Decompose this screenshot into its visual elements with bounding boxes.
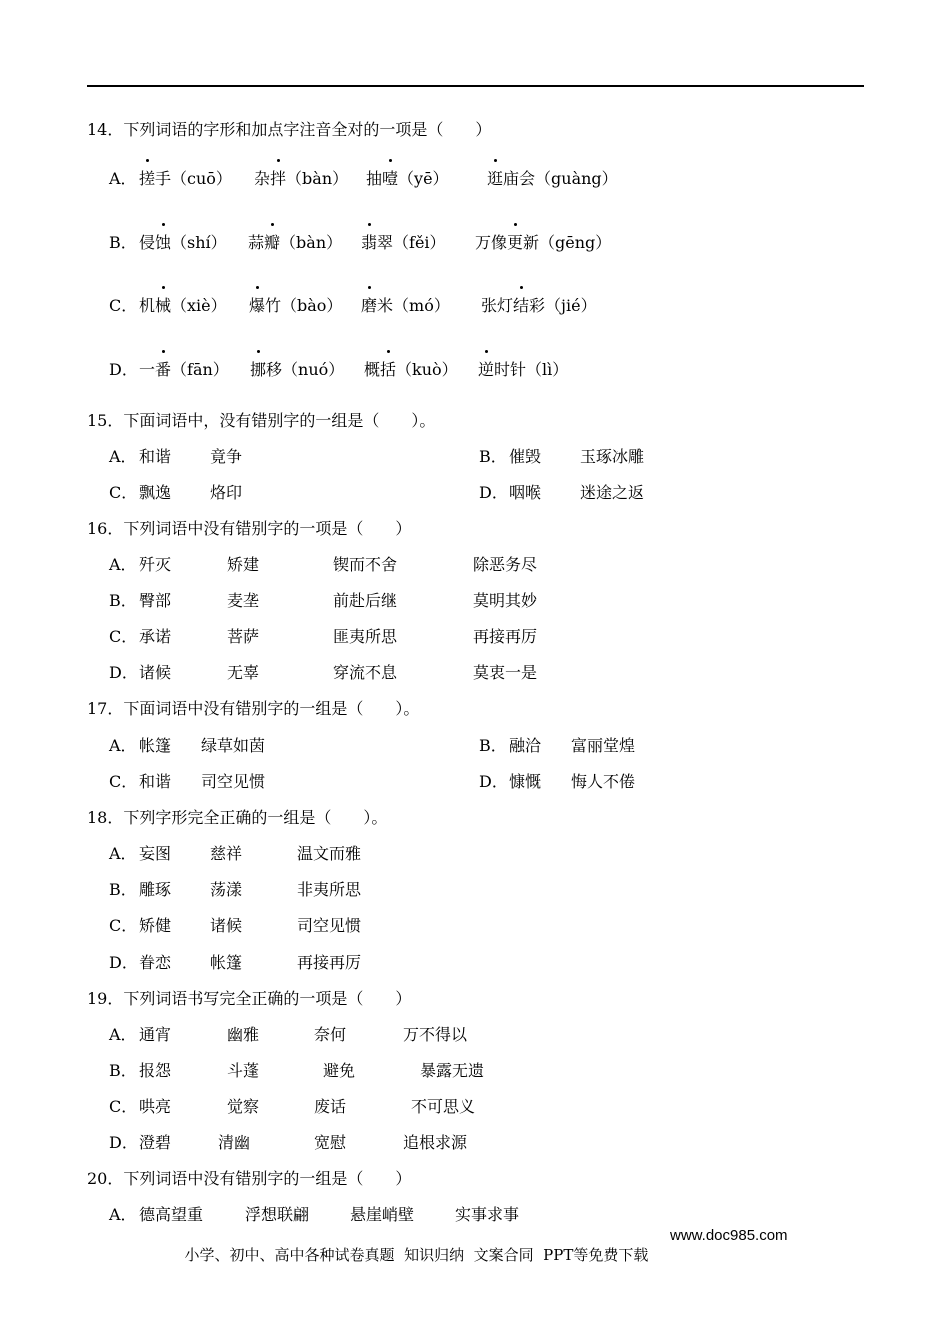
word: 万像更新（gēng） <box>475 230 611 253</box>
word: 报怨 <box>139 1061 172 1080</box>
word: 麦垄 <box>227 591 260 610</box>
word: 逛庙会（guàng） <box>487 166 618 189</box>
option-letter: D． <box>109 1133 138 1152</box>
dotted-char: 搓 <box>139 166 155 189</box>
option-letter: D． <box>109 953 138 972</box>
option-letter: C． <box>109 296 138 315</box>
dotted-char: 翡 <box>361 230 377 253</box>
word: 逆时针（lì） <box>478 357 568 380</box>
word: 幽雅 <box>227 1025 260 1044</box>
word: 雕琢 <box>139 880 172 899</box>
word: 慈祥 <box>210 844 243 863</box>
word: 妄图 <box>139 844 172 863</box>
word: 再接再厉 <box>473 627 538 646</box>
word: 菩萨 <box>227 627 260 646</box>
dotted-char: 噎 <box>382 166 398 189</box>
word: 融洽 <box>509 736 542 755</box>
dotted-char: 结 <box>513 293 529 316</box>
word: 歼灭 <box>139 555 172 574</box>
option-letter: C． <box>109 483 138 502</box>
word: 哄亮 <box>139 1097 172 1116</box>
word: 臀部 <box>139 591 172 610</box>
word: 蒜瓣（bàn） <box>248 230 342 253</box>
option-letter: D． <box>109 360 138 379</box>
word: 悬崖峭壁 <box>350 1205 415 1224</box>
header-rule <box>87 85 864 87</box>
option-letter: B． <box>109 880 137 899</box>
word: 避免 <box>323 1061 356 1080</box>
option-letter: C． <box>109 627 138 646</box>
word: 翡翠（fěi） <box>361 230 446 253</box>
question-18-stem: 18．下列字形完全正确的一组是（ ）。 <box>87 808 388 827</box>
option-letter: C． <box>109 916 138 935</box>
word: 再接再厉 <box>297 953 362 972</box>
word: 杂拌（bàn） <box>254 166 348 189</box>
question-14-stem: 14．下列词语的字形和加点字注音全对的一项是（ ） <box>87 120 492 139</box>
footer-link[interactable]: www.doc985.com <box>670 1227 788 1244</box>
word: 和谐 <box>139 772 172 791</box>
question-19-stem: 19．下列词语书写完全正确的一项是（ ） <box>87 989 412 1008</box>
word: 清幽 <box>218 1133 251 1152</box>
word: 和谐 <box>139 447 172 466</box>
word: 飘逸 <box>139 483 172 502</box>
word: 不可思义 <box>411 1097 476 1116</box>
word: 侵蚀（shí） <box>139 230 227 253</box>
word: 竟争 <box>210 447 243 466</box>
option-letter: A． <box>109 1205 137 1224</box>
option-letter: A． <box>109 555 137 574</box>
word: 抽噎（yē） <box>366 166 449 189</box>
word: 非夷所思 <box>297 880 362 899</box>
word: 承诺 <box>139 627 172 646</box>
dotted-char: 拌 <box>270 166 286 189</box>
option-letter: B． <box>109 591 137 610</box>
question-20-stem: 20．下列词语中没有错别字的一组是（ ） <box>87 1169 412 1188</box>
dotted-char: 械 <box>155 293 171 316</box>
word: 悔人不倦 <box>571 772 636 791</box>
word: 诸候 <box>210 916 243 935</box>
dotted-char: 番 <box>155 357 171 380</box>
option-letter: A． <box>109 169 137 188</box>
word: 司空见惯 <box>201 772 266 791</box>
word: 咽喉 <box>509 483 542 502</box>
word: 矫建 <box>227 555 260 574</box>
word: 眷恋 <box>139 953 172 972</box>
word: 玉琢冰雕 <box>580 447 645 466</box>
word: 宽慰 <box>314 1133 347 1152</box>
footer <box>175 1226 788 1283</box>
word: 催毁 <box>509 447 542 466</box>
option-letter: A． <box>109 736 137 755</box>
word: 帐篷 <box>139 736 172 755</box>
dotted-char: 磨 <box>361 293 377 316</box>
word: 奈何 <box>314 1025 347 1044</box>
dotted-char: 瓣 <box>264 230 280 253</box>
dotted-char: 逛 <box>487 166 503 189</box>
word: 机械（xiè） <box>139 293 227 316</box>
word: 富丽堂煌 <box>571 736 636 755</box>
word: 匪夷所思 <box>333 627 398 646</box>
word: 矫健 <box>139 916 172 935</box>
word: 暴露无遗 <box>420 1061 485 1080</box>
question-16-stem: 16．下列词语中没有错别字的一项是（ ） <box>87 519 412 538</box>
word: 搓手（cuō） <box>139 166 232 189</box>
word: 万不得以 <box>403 1025 468 1044</box>
dotted-char: 逆 <box>478 357 494 380</box>
option-letter: B． <box>479 447 507 466</box>
word: 张灯结彩（jié） <box>481 293 597 316</box>
dotted-char: 挪 <box>250 357 266 380</box>
word: 浮想联翩 <box>245 1205 310 1224</box>
word: 帐篷 <box>210 953 243 972</box>
word: 追根求源 <box>403 1133 468 1152</box>
question-17-stem: 17．下面词语中没有错别字的一组是（ ）。 <box>87 699 420 718</box>
word: 慷慨 <box>509 772 542 791</box>
word: 废话 <box>314 1097 347 1116</box>
dotted-char: 蚀 <box>155 230 171 253</box>
option-letter: B． <box>479 736 507 755</box>
option-letter: A． <box>109 447 137 466</box>
word: 荡漾 <box>210 880 243 899</box>
word: 实事求事 <box>455 1205 520 1224</box>
question-15-stem: 15．下面词语中，没有错别字的一组是（ ）。 <box>87 411 436 430</box>
option-letter: B． <box>109 233 137 252</box>
word: 司空见惯 <box>297 916 362 935</box>
option-letter: A． <box>109 844 137 863</box>
word: 烙印 <box>210 483 243 502</box>
word: 澄碧 <box>139 1133 172 1152</box>
dotted-char: 括 <box>380 357 396 380</box>
option-letter: D． <box>109 663 138 682</box>
word: 锲而不舍 <box>333 555 398 574</box>
option-letter: A． <box>109 1025 137 1044</box>
footer-text: 小学、初中、高中各种试卷真题 知识归纳 文案合同 PPT等免费下载 <box>184 1246 649 1264</box>
word: 德高望重 <box>139 1205 204 1224</box>
word: 莫衷一是 <box>473 663 538 682</box>
word: 一番（fān） <box>139 357 229 380</box>
option-letter: D． <box>479 772 508 791</box>
word: 无辜 <box>227 663 260 682</box>
word: 绿草如茵 <box>201 736 266 755</box>
word: 迷途之返 <box>580 483 645 502</box>
word: 诸候 <box>139 663 172 682</box>
word: 概括（kuò） <box>364 357 458 380</box>
word: 穿流不息 <box>333 663 398 682</box>
word: 觉察 <box>227 1097 260 1116</box>
option-letter: C． <box>109 772 138 791</box>
word: 磨米（mó） <box>361 293 450 316</box>
option-letter: C． <box>109 1097 138 1116</box>
dotted-char: 爆 <box>249 293 265 316</box>
option-letter: B． <box>109 1061 137 1080</box>
word: 莫明其妙 <box>473 591 538 610</box>
dotted-char: 更 <box>507 230 523 253</box>
word: 通宵 <box>139 1025 172 1044</box>
word: 挪移（nuó） <box>250 357 344 380</box>
word: 爆竹（bào） <box>249 293 342 316</box>
word: 除恶务尽 <box>473 555 538 574</box>
word: 前赴后继 <box>333 591 398 610</box>
option-letter: D． <box>479 483 508 502</box>
word: 温文而雅 <box>297 844 362 863</box>
word: 斗蓬 <box>227 1061 260 1080</box>
